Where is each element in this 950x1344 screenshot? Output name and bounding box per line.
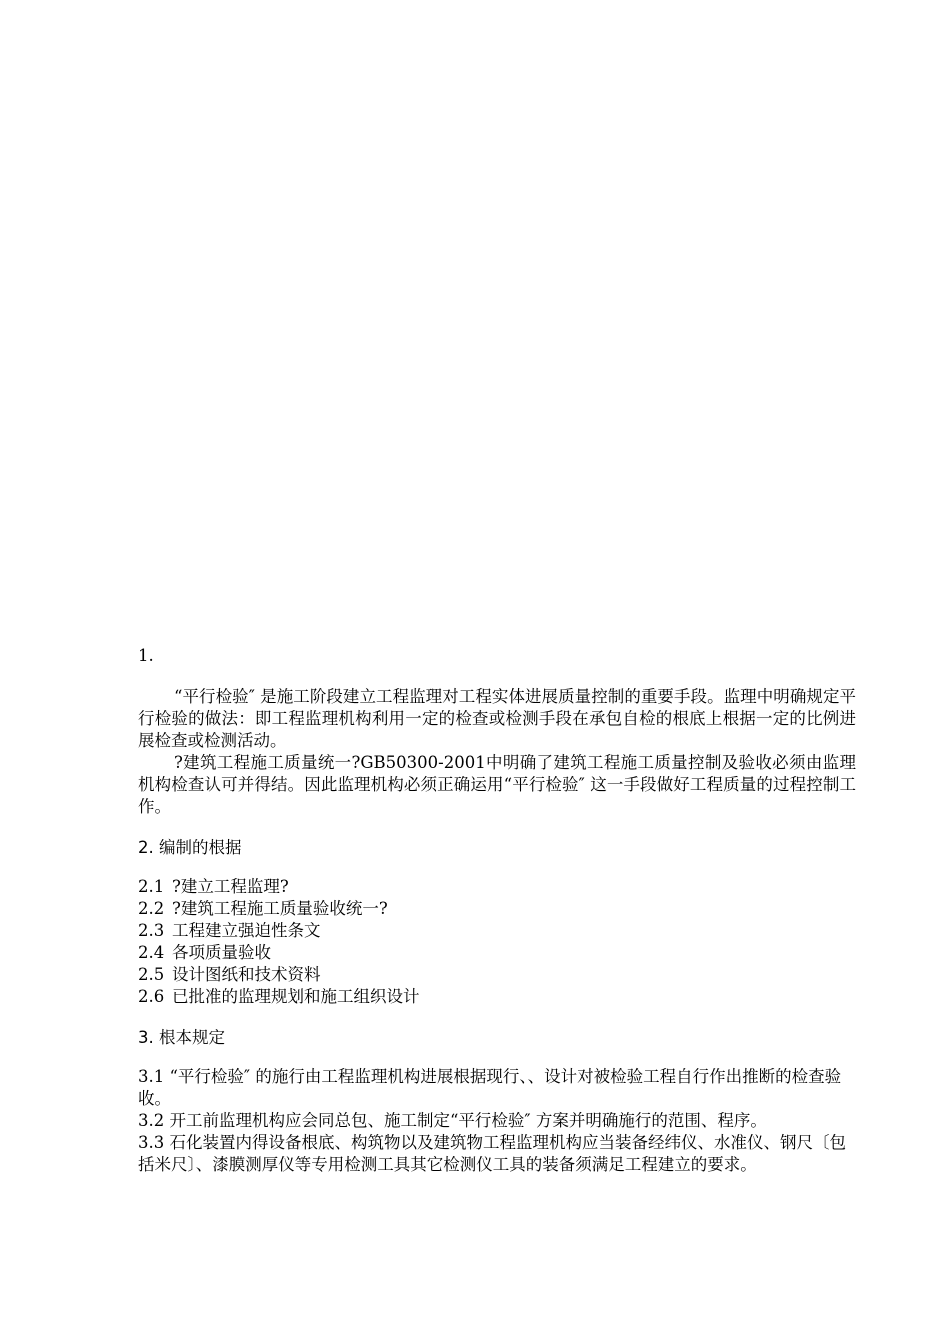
list-item-number: 2.2 [138,899,165,918]
list-item-number: 3.1 [138,1067,165,1086]
list-item [138,1066,856,1110]
list-item-text: 设计图纸和技术资料 [172,965,321,984]
list-item [138,898,856,920]
list-item-text: 已批准的监理规划和施工组织设计 [172,987,420,1006]
list-item-number: 3.2 [138,1111,165,1130]
list-item [138,876,856,898]
list-item [138,986,856,1008]
list-item-number: 2.5 [138,965,165,984]
section-2-list [138,876,856,1008]
list-item [138,964,856,986]
spacer [138,818,856,837]
spacer [138,1008,856,1027]
list-item-number: 2.6 [138,987,165,1006]
list-item [138,1132,856,1176]
list-item-text: ?建筑工程施工质量验收统一? [172,899,388,918]
list-item-number: 2.4 [138,943,165,962]
section-2-heading: 2. 编制的根据 [138,838,242,857]
list-item-number: 2.1 [138,877,165,896]
section-3-heading: 3. 根本规定 [138,1028,225,1047]
list-item-text: 石化装置内得设备根底、构筑物以及建筑物工程监理机构应当装备经纬仪、水准仪、钢尺〔包括米尺〕、漆膜测厚仪等专用检测工具其它检测仪工具的装备须满足工程建立的要求。 [138,1133,846,1174]
list-item-number: 2.3 [138,921,165,940]
section-1-paragraph-1: “平行检验″ 是施工阶段建立工程监理对工程实体进展质量控制的重要手段。监理中明确规定平行检验的做法：即工程监理机构利用一定的检查或检测手段在承包自检的根底上根据一定的比例进展检查或检测活动。 [138,687,856,750]
list-item-text: ?建立工程监理? [172,877,289,896]
list-item-text: 各项质量验收 [172,943,271,962]
spacer [138,667,856,686]
document-body [138,645,856,1176]
section-1-heading: 1. [138,646,154,665]
section-3-list [138,1066,856,1176]
list-item-text: 工程建立强迫性条文 [172,921,321,940]
section-1-paragraph-2: ?建筑工程施工质量统一?GB50300-2001中明确了建筑工程施工质量控制及验收必须由监理机构检查认可并得结。因此监理机构必须正确运用“平行检验″ 这一手段做好工程质量的过程控制工作。 [138,753,856,816]
list-item [138,1110,856,1132]
list-item-text: “平行检验″ 的施行由工程监理机构进展根据现行、、设计对被检验工程自行作出推断的检查验收。 [138,1067,842,1108]
list-item-number: 3.3 [138,1133,165,1152]
list-item-text: 开工前监理机构应会同总包、施工制定“平行检验″ 方案并明确施行的范围、程序。 [169,1111,767,1130]
list-item [138,920,856,942]
spacer [138,859,856,876]
list-item [138,942,856,964]
spacer [138,1049,856,1066]
